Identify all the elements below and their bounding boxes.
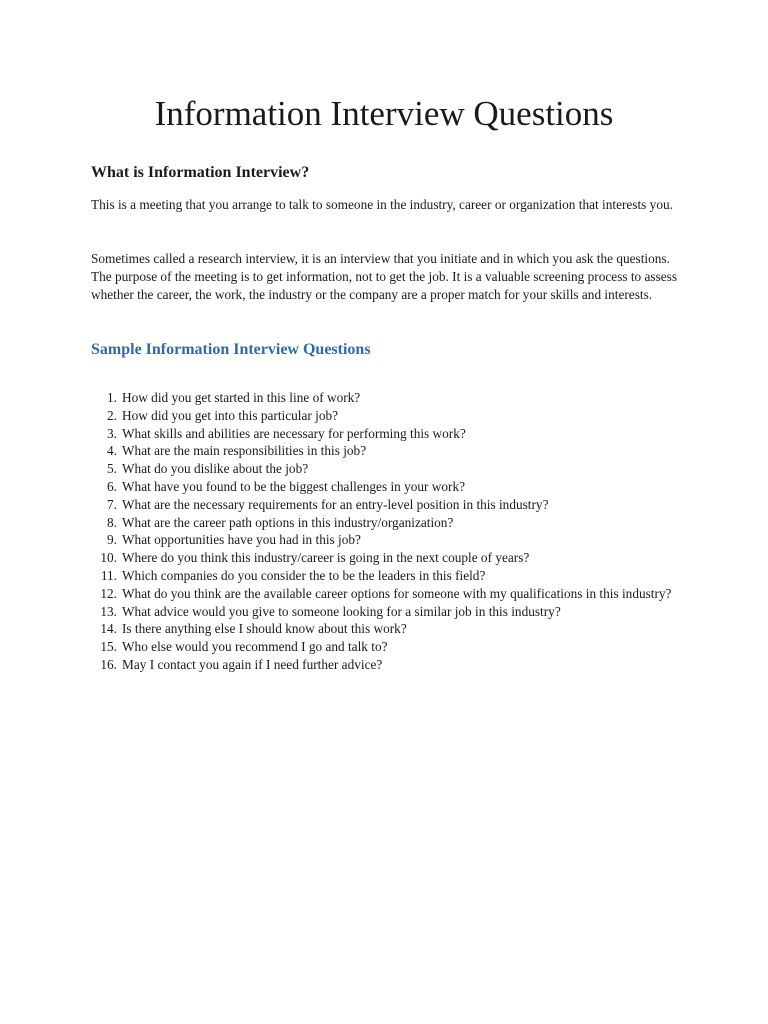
list-item-number: 2. (107, 407, 117, 423)
list-item-text: Who else would you recommend I go and talk to? (122, 639, 388, 655)
list-item-number: 14. (100, 621, 117, 637)
list-item (91, 531, 681, 549)
list-item-number: 10. (100, 550, 117, 566)
list-item-number: 7. (107, 496, 117, 512)
list-item (91, 425, 681, 443)
list-item-number: 6. (107, 478, 117, 494)
questions-heading: Sample Information Interview Questions (91, 341, 371, 358)
list-item-text: What have you found to be the biggest challenges in your work? (122, 478, 466, 494)
list-item (91, 585, 681, 603)
list-item (91, 478, 681, 496)
list-item (91, 460, 681, 478)
list-item-text: What are the necessary requirements for an entry-level position in this industry? (122, 496, 549, 512)
list-item (91, 389, 681, 407)
description-paragraph: Sometimes called a research interview, it is an interview that you initiate and in which you ask the questions. The purpose of the meeting is to get information, not to get the job. It is a valuable screening process to assess whether the career, the work, the industry or the company are a proper match for your skills and interests. (91, 251, 678, 302)
list-item-number: 5. (107, 461, 117, 477)
list-item (91, 442, 681, 460)
list-item-text: What advice would you give to someone looking for a similar job in this industry? (122, 603, 561, 619)
page-title: Information Interview Questions (154, 94, 614, 133)
list-item-number: 13. (100, 603, 117, 619)
list-item (91, 496, 681, 514)
list-item (91, 514, 681, 532)
intro-paragraph: This is a meeting that you arrange to talk to someone in the industry, career or organization that interests you. (91, 197, 673, 212)
list-item-text: May I contact you again if I need further advice? (122, 656, 383, 672)
list-item (91, 603, 681, 621)
list-item-text: How did you get into this particular job? (122, 407, 339, 423)
list-item (91, 638, 681, 656)
list-item (91, 567, 681, 585)
list-item-text: Where do you think this industry/career is going in the next couple of years? (122, 550, 530, 566)
list-item-text: What do you think are the available career options for someone with my qualifications in this industry? (122, 585, 672, 601)
list-item-text: What do you dislike about the job? (122, 461, 309, 477)
list-item-text: How did you get started in this line of work? (122, 390, 361, 405)
list-item-text: What opportunities have you had in this job? (122, 532, 361, 548)
questions-list (91, 389, 681, 674)
list-item-number: 16. (100, 656, 117, 672)
list-item-number: 11. (100, 567, 117, 583)
list-item-number: 1. (107, 390, 117, 405)
list-item-number: 4. (107, 443, 117, 459)
list-item-number: 12. (100, 585, 117, 601)
list-item (91, 656, 681, 674)
list-item-text: Is there anything else I should know about this work? (122, 621, 407, 637)
list-item-text: What skills and abilities are necessary for performing this work? (122, 425, 466, 441)
list-item-number: 3. (107, 425, 117, 441)
section-heading: What is Information Interview? (91, 164, 310, 181)
list-item-text: Which companies do you consider the to be the leaders in this field? (122, 567, 486, 583)
list-item (91, 549, 681, 567)
list-item (91, 407, 681, 425)
list-item-number: 9. (107, 532, 117, 548)
list-item-text: What are the main responsibilities in this job? (122, 443, 367, 459)
list-item (91, 620, 681, 638)
list-item-number: 8. (107, 514, 117, 530)
list-item-text: What are the career path options in this industry/organization? (122, 514, 454, 530)
list-item-number: 15. (100, 639, 117, 655)
